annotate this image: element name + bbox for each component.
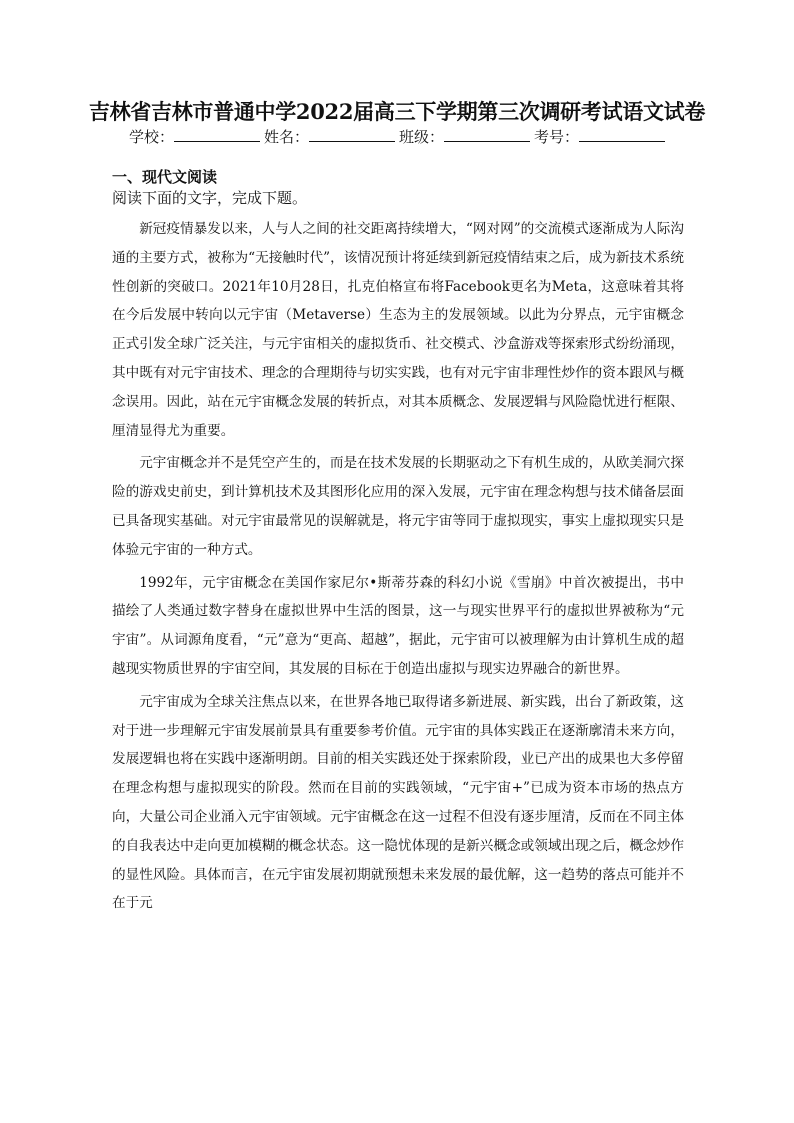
reading-passage bbox=[112, 215, 684, 922]
class-label: 班级： bbox=[399, 128, 445, 146]
section-heading: 一、现代文阅读 bbox=[112, 168, 218, 186]
class-blank bbox=[444, 126, 530, 142]
passage-paragraph: 新冠疫情暴发以来，人与人之间的社交距离持续增大，“网对网”的交流模式逐渐成为人际沟通的主要方式，被称为“无接触时代”，该情况预计将延续到新冠疫情结束之后，成为新技术系统性创新的突破口。2021年10月28日，扎克伯格宣布将Facebook更名为Meta，这意味着其将在今后发展中转向以元宇宙（Metaverse）生态为主的发展领域。以此为分界点，元宇宙概念正式引发全球广泛关注，与元宇宙相关的虚拟货币、社交模式、沙盒游戏等探索形式纷纷涌现，其中既有对元宇宙技术、理念的合理期待与切实实践，也有对元宇宙非理性炒作的资本跟风与概念误用。因此，站在元宇宙概念发展的转折点，对其本质概念、发展逻辑与风险隐忧进行框限、厘清显得尤为重要。 bbox=[112, 221, 684, 439]
school-label: 学校： bbox=[128, 128, 174, 146]
passage-paragraph: 1992年，元宇宙概念在美国作家尼尔•斯蒂芬森的科幻小说《雪崩》中首次被提出，书中描绘了人类通过数字替身在虚拟世界中生活的图景，这一与现实世界平行的虚拟世界被称为“元宇宙”。从词源角度看，“元”意为“更高、超越”，据此，元宇宙可以被理解为由计算机生成的超越现实物质世界的宇宙空间，其发展的目标在于创造出虚拟与现实边界融合的新世界。 bbox=[112, 574, 684, 677]
reading-instruction: 阅读下面的文字，完成下题。 bbox=[112, 189, 308, 207]
exam-number-blank bbox=[579, 126, 665, 142]
school-blank bbox=[174, 126, 260, 142]
name-label: 姓名： bbox=[263, 128, 309, 146]
student-info-line bbox=[60, 126, 734, 148]
passage-paragraph: 元宇宙成为全球关注焦点以来，在世界各地已取得诸多新进展、新实践，出台了新政策，这对于进一步理解元宇宙发展前景具有重要参考价值。元宇宙的具体实践正在逐渐廓清未来方向，发展逻辑也将在实践中逐渐明朗。目前的相关实践还处于探索阶段，业已产出的成果也大多停留在理念构想与虚拟现实的阶段。然而在目前的实践领域，“元宇宙+”已成为资本市场的热点方向，大量公司企业涌入元宇宙领域。元宇宙概念在这一过程不但没有逐步厘清，反而在不同主体的自我表达中走向更加模糊的概念状态。这一隐忧体现的是新兴概念或领域出现之后，概念炒作的显性风险。具体而言，在元宇宙发展初期就预想未来发展的最优解，这一趋势的落点可能并不在于元 bbox=[112, 693, 684, 912]
exam-number-label: 考号： bbox=[534, 128, 580, 146]
exam-title: 吉林省吉林市普通中学2022届高三下学期第三次调研考试语文试卷 bbox=[88, 99, 706, 124]
name-blank bbox=[309, 126, 395, 142]
passage-paragraph: 元宇宙概念并不是凭空产生的，而是在技术发展的长期驱动之下有机生成的，从欧美洞穴探险的游戏史前史，到计算机技术及其图形化应用的深入发展，元宇宙在理念构想与技术储备层面已具备现实基础。对元宇宙最常见的误解就是，将元宇宙等同于虚拟现实，事实上虚拟现实只是体验元宇宙的一种方式。 bbox=[112, 455, 684, 558]
